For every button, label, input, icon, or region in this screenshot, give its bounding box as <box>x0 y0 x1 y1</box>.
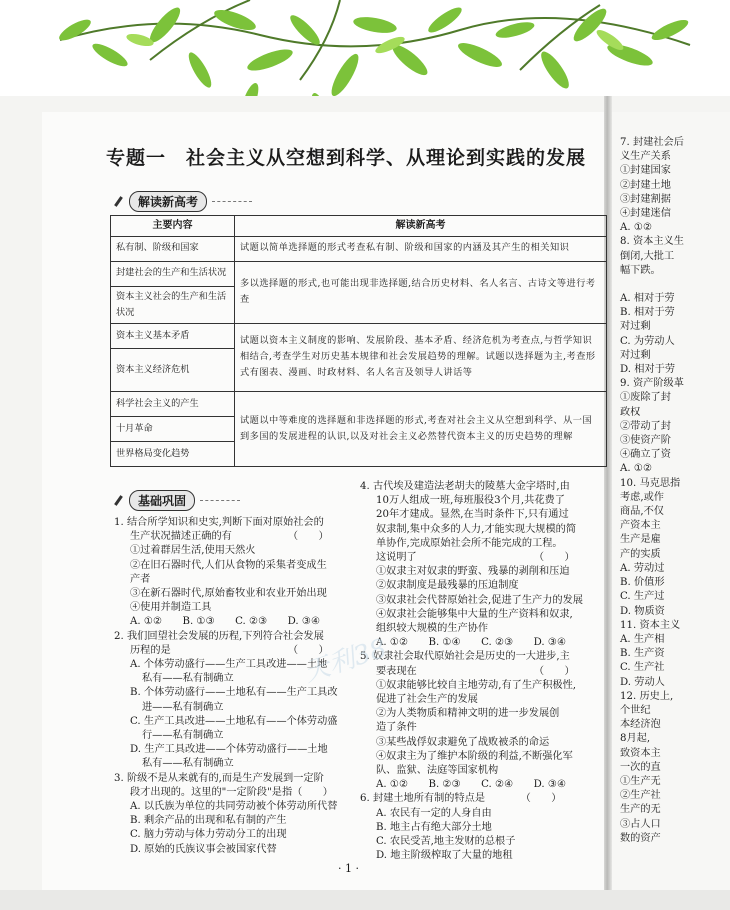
question-line: 10万人组成一班,每班服役3个月,共花费了 <box>376 495 565 507</box>
question-line: B. 价值形 <box>620 577 665 589</box>
question-line: D. 相对于劳 <box>620 364 676 376</box>
question-line: 数的资产 <box>620 832 661 844</box>
question-line: A. ①② B. ②③ C. ②④ D. ③④ <box>376 779 567 791</box>
question-line: ①过着群居生活,使用天然火 <box>130 545 256 557</box>
section-jiedu <box>112 191 252 212</box>
question-line: 20年才建成。显然,在当时条件下,只有通过 <box>376 509 569 521</box>
table-header-row <box>111 216 607 237</box>
question-line: 12. 历史上, <box>620 690 674 702</box>
question-line: 2. 我们回望社会发展的历程,下列符合社会发展 <box>114 630 324 642</box>
question-line: 生产状况描述正确的有 （ ） <box>130 531 329 543</box>
table-row <box>111 391 607 416</box>
question-line: 3. 阶级不是从来就有的,而是生产发展到一定阶 <box>114 772 324 784</box>
question-line: 队、监狱、法庭等国家机构 <box>376 765 499 777</box>
question-line: 致资本主 <box>620 747 661 759</box>
question-line: 9. 资产阶级革 <box>620 378 684 390</box>
question-line: 11. 资本主义 <box>620 619 681 631</box>
question-line: 奴隶制,集中众多的人力,才能实现大规模的简 <box>376 523 577 535</box>
right-column <box>620 136 684 846</box>
divider <box>200 500 240 501</box>
question-line: C. 农民受苦,地主发财的总根子 <box>376 836 516 848</box>
question-line: ④奴隶社会能够集中大量的生产资料和奴隶, <box>376 608 573 620</box>
table-cell: 试题以资本主义制度的影响、发展阶段、基本矛盾、经济危机为考查点,与哲学知识相结合,考查学生对历史基本规律和社会发展趋势的理解。试题以选择题为主,考查形式有图表、漫画、时政材料、名人名言及领导人讲话等 <box>235 323 607 391</box>
table-cell: 试题以简单选择题的形式考查私有制、阶级和国家的内涵及其产生的相关知识 <box>235 236 607 261</box>
question-line: 私有——私有制确立 <box>142 758 234 770</box>
table-row <box>111 323 607 348</box>
question-line: A. 生产相 <box>620 633 665 645</box>
question-line: ②封建土地 <box>620 179 671 191</box>
question-line: 造了条件 <box>376 722 417 734</box>
table-row <box>111 236 607 261</box>
question-line: ①生产无 <box>620 775 661 787</box>
question-line: D. 原始的氏族议事会被国家代替 <box>130 843 277 855</box>
question-line: 6. 封建土地所有制的特点是 （ ） <box>360 793 562 805</box>
question-line: 生产的无 <box>620 804 661 816</box>
question-line: 组织较大规模的生产协作 <box>376 623 489 635</box>
middle-column <box>360 480 583 863</box>
pencil-icon <box>112 495 124 507</box>
question-line: 倒闭,大批工 <box>620 250 675 262</box>
question-line: ①奴隶主对奴隶的野蛮、残暴的剥削和压迫 <box>376 566 570 578</box>
question-line: ①奴隶能够比较自主地劳动,有了生产积极性, <box>376 679 577 691</box>
question-line: ③占人口 <box>620 818 661 830</box>
table-header: 解读新高考 <box>235 216 607 237</box>
question-line: 生产是雇 <box>620 534 661 546</box>
question-line: A. 相对于劳 <box>620 293 675 305</box>
question-line: 7. 封建社会后 <box>620 137 684 148</box>
question-line: C. 为劳动人 <box>620 335 675 347</box>
table-header: 主要内容 <box>111 216 235 237</box>
table-row <box>111 261 607 286</box>
question-line: ③奴隶社会代替原始社会,促进了生产力的发展 <box>376 594 583 606</box>
question-line: A. 以氏族为单位的共同劳动被个体劳动所代替 <box>130 801 338 813</box>
question-line: A. ①② <box>620 222 653 234</box>
question-line: 1. 结合所学知识和史实,判断下面对原始社会的 <box>114 517 324 528</box>
question-line: 对过剩 <box>620 349 651 361</box>
question-line: B. 相对于劳 <box>620 307 675 319</box>
question-line: 产的实质 <box>620 548 661 560</box>
table-cell: 资本主义基本矛盾 <box>111 323 235 348</box>
question-line: 义生产关系 <box>620 151 671 163</box>
table-cell: 资本主义经济危机 <box>111 348 235 391</box>
question-line: ③某些战俘奴隶避免了战败被杀的命运 <box>376 736 550 748</box>
page-number: · 1 · <box>338 862 359 875</box>
question-line: D. 地主阶级榨取了大量的地租 <box>376 850 513 862</box>
question-line: 幅下跌。 <box>620 264 661 276</box>
question-line: ①封建国家 <box>620 165 671 177</box>
question-line: D. 劳动人 <box>620 676 665 688</box>
table-cell: 资本主义社会的生产和生活状况 <box>111 286 235 323</box>
pencil-icon <box>112 196 124 208</box>
page-title: 专题一 社会主义从空想到科学、从理论到实践的发展 <box>106 147 587 169</box>
question-line: ④确立了资 <box>620 449 671 461</box>
question-line: 段才出现的。这里的"一定阶段"是指（ ） <box>130 786 333 798</box>
question-line: 促进了社会生产的发展 <box>376 694 478 706</box>
question-line: A. ①② B. ①③ C. ②③ D. ③④ <box>130 616 321 628</box>
question-line: C. 脑力劳动与体力劳动分工的出现 <box>130 829 287 841</box>
question-line: B. 地主占有绝大部分土地 <box>376 821 492 833</box>
question-line: ④封建迷信 <box>620 208 671 220</box>
table-cell: 封建社会的生产和生活状况 <box>111 261 235 286</box>
question-line: 本经济泡 <box>620 719 661 731</box>
question-line: ②奴隶制度是最残暴的压迫制度 <box>376 580 519 592</box>
table-cell: 试题以中等难度的选择题和非选择题的形式,考查对社会主义从空想到科学、从一国到多国的发展进程的认识,以及对社会主义必然替代资本主义的历史趋势的理解 <box>235 391 607 466</box>
question-line: B. 剩余产品的出现和私有制的产生 <box>130 815 287 827</box>
question-line: A. ①② B. ①④ C. ②③ D. ③④ <box>376 637 567 649</box>
question-line: 考虑,或作 <box>620 491 664 503</box>
table-cell: 世界格局变化趋势 <box>111 441 235 466</box>
question-line: B. 生产资 <box>620 648 665 660</box>
question-line: 产资本主 <box>620 520 661 532</box>
table-cell: 科学社会主义的产生 <box>111 391 235 416</box>
question-line: B. 个体劳动盛行——土地私有——生产工具改 <box>130 687 338 699</box>
page-edge <box>0 890 730 910</box>
question-line: ④奴隶主为了维护本阶级的利益,不断强化军 <box>376 750 573 762</box>
watermark: 天利38 <box>300 633 391 689</box>
question-line: 进——私有制确立 <box>142 701 224 713</box>
question-line: 10. 马克思指 <box>620 477 681 489</box>
question-line: 商品,不仅 <box>620 506 664 518</box>
question-line: 8月起, <box>620 733 651 745</box>
question-line: A. 农民有一定的人身自由 <box>376 807 492 819</box>
question-line: 4. 古代埃及建造法老胡夫的陵墓大金字塔时,由 <box>360 481 570 492</box>
question-line: 8. 资本主义生 <box>620 236 684 248</box>
question-line: 5. 奴隶社会取代原始社会是历史的一大进步,主 <box>360 651 570 663</box>
question-line: 单协作,完成原始社会所不能完成的工程。 <box>376 537 563 549</box>
question-line: 这说明了 （ ） <box>376 552 575 564</box>
left-column <box>114 516 338 857</box>
question-line: ①废除了封 <box>620 392 671 404</box>
table-cell: 私有制、阶级和国家 <box>111 236 235 261</box>
question-line: A. 个体劳动盛行——生产工具改进——土地 <box>130 659 328 671</box>
question-line: D. 生产工具改进——个体劳动盛行——土地 <box>130 744 328 756</box>
divider <box>212 201 252 202</box>
question-line: 对过剩 <box>620 321 651 333</box>
question-line: 历程的是 （ ） <box>130 644 329 656</box>
question-line: 政权 <box>620 406 641 418</box>
question-line: ③封建割据 <box>620 193 671 205</box>
question-line: ④使用并制造工具 <box>130 602 212 614</box>
section-jichu <box>112 490 240 511</box>
question-line: 行——私有制确立 <box>142 730 224 742</box>
question-line: C. 生产社 <box>620 662 665 674</box>
question-line: C. 生产过 <box>620 591 665 603</box>
question-line: 一次的直 <box>620 761 661 773</box>
table-cell: 十月革命 <box>111 416 235 441</box>
question-line: C. 生产工具改进——土地私有——个体劳动盛 <box>130 715 338 727</box>
question-line: ②带动了封 <box>620 420 671 432</box>
question-line: ③使资产阶 <box>620 435 671 447</box>
table-cell: 多以选择题的形式,也可能出现非选择题,结合历史材料、名人名言、古诗文等进行考查 <box>235 261 607 323</box>
question-line: A. 劳动过 <box>620 562 665 574</box>
question-line: 个世纪 <box>620 704 651 716</box>
section-jiedu-label: 解读新高考 <box>129 191 207 212</box>
question-line: 私有——私有制确立 <box>142 673 234 685</box>
question-line: D. 物质资 <box>620 605 665 617</box>
question-line: ③在新石器时代,原始畜牧业和农业开始出现 <box>130 588 327 600</box>
question-line: ②为人类物质和精神文明的进一步发展创 <box>376 708 560 720</box>
question-line: A. ①② <box>620 463 653 475</box>
question-line: ②生产社 <box>620 790 661 802</box>
gaokao-table <box>110 215 607 467</box>
question-line: 产者 <box>130 573 151 585</box>
section-jichu-label: 基础巩固 <box>129 490 195 511</box>
question-line: 要表现在 （ ） <box>376 665 575 677</box>
question-line: ②在旧石器时代,人们从食物的采集者变成生 <box>130 559 327 571</box>
question-line <box>620 278 684 292</box>
